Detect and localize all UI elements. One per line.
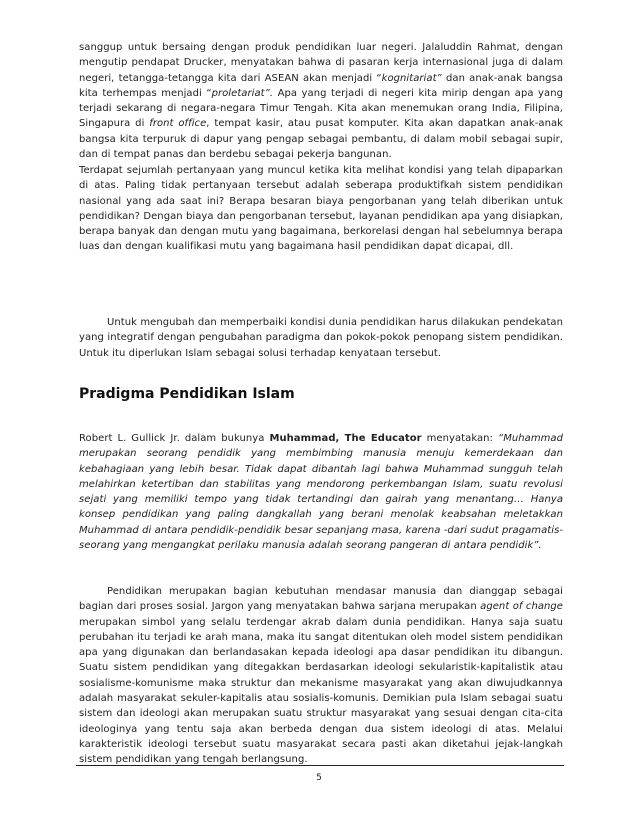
gullick-quote: “Muhammad merupakan seorang pendidik yang membimbing manusia menuju kemerdekaan dan kebahagiaan yang lebih besar. Tidak dapat dibantah lagi bahwa Muhammad sungguh telah melahirkan ketertiban dan stabilitas yang mendorong perkembangan Islam, suatu revolusi sejati yang memiliki tempo yang tidak tertandingi dan gairah yang menantang… Hanya konsep pendidikan yang paling dangkallah yang berani menolak keabsahan meletakkan Muhammad di antara pendidik-pendidik besar sepanjang masa, karena -dari sudut pragamatis- seorang yang mengangkat perilaku manusia adalah seorang pangeran di antara pendidik”.: [79, 433, 563, 552]
paragraph-5: [79, 584, 563, 768]
page-number: 5: [316, 773, 322, 783]
paragraph-2: Terdapat sejumlah pertanyaan yang muncul ketika kita melihat kondisi yang telah dipaparkan di atas. Paling tidak pertanyaan tersebut adalah seberapa produktifkah sistem pendidikan nasional yang ada saat ini? Berapa besaran biaya pengorbanan yang telah diberikan untuk pendidikan? Dengan biaya dan pengorbanan tersebut, layanan pendidikan apa yang disiapkan, berapa banyak dan dengan mutu yang bagaimana, berkorelasi dengan hal sebelumnya berapa luas dan dengan kualifikasi mutu yang bagaimana hasil pendidikan dapat dicapai, dll.: [79, 165, 563, 253]
paragraph-1-text: sanggup untuk bersaing dengan produk pendidikan luar negeri. Jalaluddin Rahmat, dengan mengutip pendapat Drucker, menyatakan bahwa di pasaran kerja internasional juga di dalam negeri, tetangga-tetangga kita dari ASEAN akan menjadi “: [79, 42, 563, 84]
paragraph-1-text: Apa yang terjadi di negeri kita mirip dengan apa yang terjadi sekarang di negara-negara Timur Tengah. Kita akan menemukan orang India, Filipina, Singapura di: [79, 87, 563, 130]
paragraph-1-italic-term: proletariat”.: [211, 87, 274, 99]
paragraph-1-italic-term: kognitariat”: [381, 72, 442, 84]
paragraph-4-mid: menyatakan:: [421, 433, 498, 444]
paragraph-4-lead: Robert L. Gullick Jr. dalam bukunya: [79, 433, 270, 444]
paragraph-5-italic-term: agent of change: [480, 601, 564, 613]
paragraph-1: [79, 40, 563, 162]
paragraph-1-text: , tempat kasir, atau pusat komputer. Kita akan dapatkan anak-anak bangsa kita terpuruk di dapur yang pengap sebagai pembantu, di dalam mobil sebagai supir, dan di tempat panas dan berdebu sebagai pekerja bangunan.: [79, 118, 564, 161]
paragraph-3: Untuk mengubah dan memperbaiki kondisi dunia pendidikan harus dilakukan pendekatan yang integratif dengan pengubahan paradigma dan pokok-pokok penopang sistem pendidikan. Untuk itu diperlukan Islam sebagai solusi terhadap kenyataan tersebut.: [79, 317, 563, 359]
paragraph-5-text: Pendidikan merupakan bagian kebutuhan mendasar manusia dan dianggap sebagai bagian dari proses sosial. Jargon yang menyatakan bahwa sarjana merupakan: [79, 586, 563, 613]
section-heading: Pradigma Pendidikan Islam: [79, 386, 295, 402]
paragraph-1-text: dan anak-anak bangsa kita terhempas menjadi “: [79, 72, 564, 99]
footer-rule: [76, 765, 564, 766]
paragraph-4: [79, 431, 563, 553]
paragraph-5-text: merupakan simbol yang selalu terdengar akrab dalam dunia pendidikan. Hanya saja suatu perubahan itu terjadi ke arah mana, maka itu sangat ditentukan oleh model sistem pendidikan apa yang digunakan dan berlandasakan kepada ideologi apa dasar pendidikan itu dibangun. Suatu sistem pendidikan yang ditegakkan berdasarkan ideologi sekularistik-kapitalistik atau sosialisme-komunisme maka struktur dan mekanisme masyarakat yang akan diwujudkannya adalah masyarakat sekuler-kapitalis atau sosialis-komunis. Demikian pula Islam sebagai suatu sistem dan ideologi akan merupakan suatu struktur masyarakat yang sesuai dengan cita-cita ideologinya yang tentu saja akan berbeda dengan dua sistem ideologi di atas. Melalui karakteristik ideologi tersebut suatu masyarakat secara pasti akan diketahui jejak-langkah sistem pendidikan yang tengah berlangsung.: [79, 616, 563, 766]
paragraph-1-italic-term: front office: [149, 118, 207, 130]
book-title: Muhammad, The Educator: [269, 433, 422, 444]
